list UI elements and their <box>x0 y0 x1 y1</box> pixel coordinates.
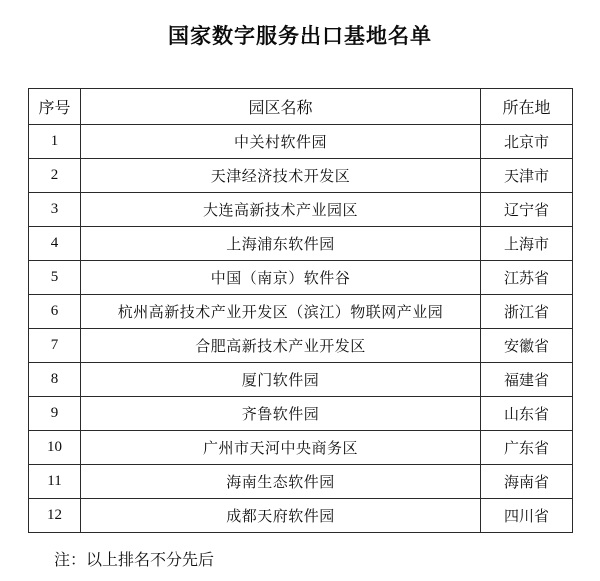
cell-index: 12 <box>29 499 81 533</box>
table-row <box>29 397 573 431</box>
cell-index: 2 <box>29 159 81 193</box>
cell-name: 中关村软件园 <box>81 125 481 159</box>
column-header-name: 园区名称 <box>81 89 481 125</box>
table-container <box>28 50 572 533</box>
cell-name: 合肥高新技术产业开发区 <box>81 329 481 363</box>
table-footnote: 注：以上排名不分先后 <box>54 552 215 569</box>
cell-name: 杭州高新技术产业开发区（滨江）物联网产业园 <box>81 295 481 329</box>
table-row <box>29 295 573 329</box>
cell-index: 9 <box>29 397 81 431</box>
export-base-list-table <box>28 88 573 533</box>
table-row <box>29 465 573 499</box>
column-header-index: 序号 <box>29 89 81 125</box>
cell-location: 浙江省 <box>481 295 573 329</box>
cell-location: 山东省 <box>481 397 573 431</box>
cell-index: 10 <box>29 431 81 465</box>
table-header-row <box>29 89 573 125</box>
table-row <box>29 499 573 533</box>
table-row <box>29 159 573 193</box>
cell-location: 北京市 <box>481 125 573 159</box>
cell-location: 四川省 <box>481 499 573 533</box>
cell-name: 广州市天河中央商务区 <box>81 431 481 465</box>
column-header-location: 所在地 <box>481 89 573 125</box>
table-row <box>29 193 573 227</box>
cell-index: 5 <box>29 261 81 295</box>
cell-name: 天津经济技术开发区 <box>81 159 481 193</box>
table-row <box>29 431 573 465</box>
cell-name: 齐鲁软件园 <box>81 397 481 431</box>
cell-location: 福建省 <box>481 363 573 397</box>
cell-location: 辽宁省 <box>481 193 573 227</box>
cell-index: 3 <box>29 193 81 227</box>
cell-name: 厦门软件园 <box>81 363 481 397</box>
cell-name: 海南生态软件园 <box>81 465 481 499</box>
cell-index: 11 <box>29 465 81 499</box>
table-row <box>29 227 573 261</box>
cell-name: 上海浦东软件园 <box>81 227 481 261</box>
table-header <box>29 89 573 125</box>
table-row <box>29 363 573 397</box>
table-body <box>29 125 573 533</box>
cell-index: 8 <box>29 363 81 397</box>
cell-location: 安徽省 <box>481 329 573 363</box>
cell-location: 天津市 <box>481 159 573 193</box>
cell-index: 4 <box>29 227 81 261</box>
cell-location: 上海市 <box>481 227 573 261</box>
cell-location: 江苏省 <box>481 261 573 295</box>
cell-index: 7 <box>29 329 81 363</box>
cell-name: 大连高新技术产业园区 <box>81 193 481 227</box>
cell-index: 6 <box>29 295 81 329</box>
cell-name: 成都天府软件园 <box>81 499 481 533</box>
table-row <box>29 261 573 295</box>
cell-index: 1 <box>29 125 81 159</box>
table-row <box>29 125 573 159</box>
cell-name: 中国（南京）软件谷 <box>81 261 481 295</box>
cell-location: 广东省 <box>481 431 573 465</box>
page-title: 国家数字服务出口基地名单 <box>168 24 432 48</box>
cell-location: 海南省 <box>481 465 573 499</box>
table-row <box>29 329 573 363</box>
